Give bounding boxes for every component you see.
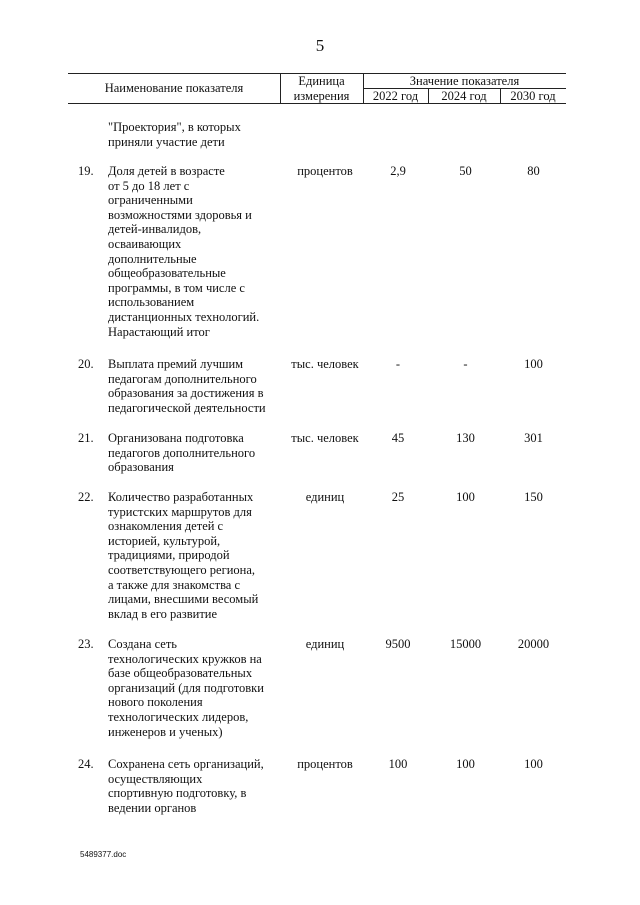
row-name: Сохранена сеть организаций, осуществляющих спортивную подготовку, в ведении органов (108, 757, 264, 815)
row-unit: тыс. человек (291, 357, 359, 371)
row-number: 24. (78, 757, 94, 771)
row-value-2022: 25 (391, 490, 405, 504)
row-value-2030: 150 (524, 490, 543, 504)
row-number: 19. (78, 164, 94, 178)
row-value-2024: 100 (456, 490, 475, 504)
header-unit-column-line1: Единица (298, 74, 345, 88)
header-unit-column-line2: измерения (293, 89, 350, 103)
row-value-2024: 130 (456, 431, 475, 445)
row-unit: процентов (297, 757, 353, 771)
row-value-2030: 100 (524, 757, 543, 771)
row-name: Выплата премий лучшим педагогам дополнительного образования за достижения в педагогической деятельности (108, 357, 266, 415)
header-year-2030: 2030 год (510, 89, 556, 103)
row-name: Организована подготовка педагогов дополнительного образования (108, 431, 256, 475)
header-year-2022: 2022 год (372, 89, 419, 103)
row-name: Количество разработанных туристских маршрутов для ознакомления детей с историей, культурой, традициями, природой соответствующего региона, а также для знакомства с лицами, внесшими весомый вклад в его развитие (108, 490, 259, 621)
row-number: 23. (78, 637, 94, 651)
row-value-2030: 301 (524, 431, 543, 445)
row-value-2024: 15000 (449, 637, 482, 651)
row-unit: единиц (305, 490, 345, 504)
row-value-2024: 50 (459, 164, 472, 178)
row-value-2030: 20000 (517, 637, 550, 651)
row-value-2022: - (395, 357, 401, 371)
row-name: "Проектория", в которых приняли участие дети (108, 120, 241, 149)
row-value-2022: 100 (388, 757, 408, 771)
row-unit: тыс. человек (291, 431, 359, 445)
document-footer: 5489377.doc (80, 850, 127, 859)
header-value-group: Значение показателя (409, 74, 520, 88)
page-number: 5 (315, 36, 325, 55)
row-value-2030: 80 (527, 164, 540, 178)
row-value-2022: 45 (391, 431, 405, 445)
row-value-2022: 2,9 (390, 164, 406, 178)
header-name-column: Наименование показателя (104, 81, 244, 95)
row-value-2030: 100 (524, 357, 543, 371)
row-value-2024: - (463, 357, 468, 371)
row-value-2022: 9500 (385, 637, 411, 651)
row-number: 20. (78, 357, 94, 371)
row-unit: процентов (297, 164, 353, 178)
header-year-2024: 2024 год (441, 89, 487, 103)
row-value-2024: 100 (456, 757, 475, 771)
row-name: Создана сеть технологических кружков на базе общеобразовательных организаций (для подготовки нового поколения технологических лидеров, инженеров и ученых) (108, 637, 264, 739)
row-unit: единиц (305, 637, 345, 651)
row-number: 21. (78, 431, 94, 445)
row-number: 22. (78, 490, 94, 504)
row-name: Доля детей в возрасте от 5 до 18 лет с ограниченными возможностями здоровья и детей-инвалидов, осваивающих дополнительные общеобразовательные программы, в том числе с использованием дистанционных технологий. Нарастающий итог (108, 164, 260, 339)
